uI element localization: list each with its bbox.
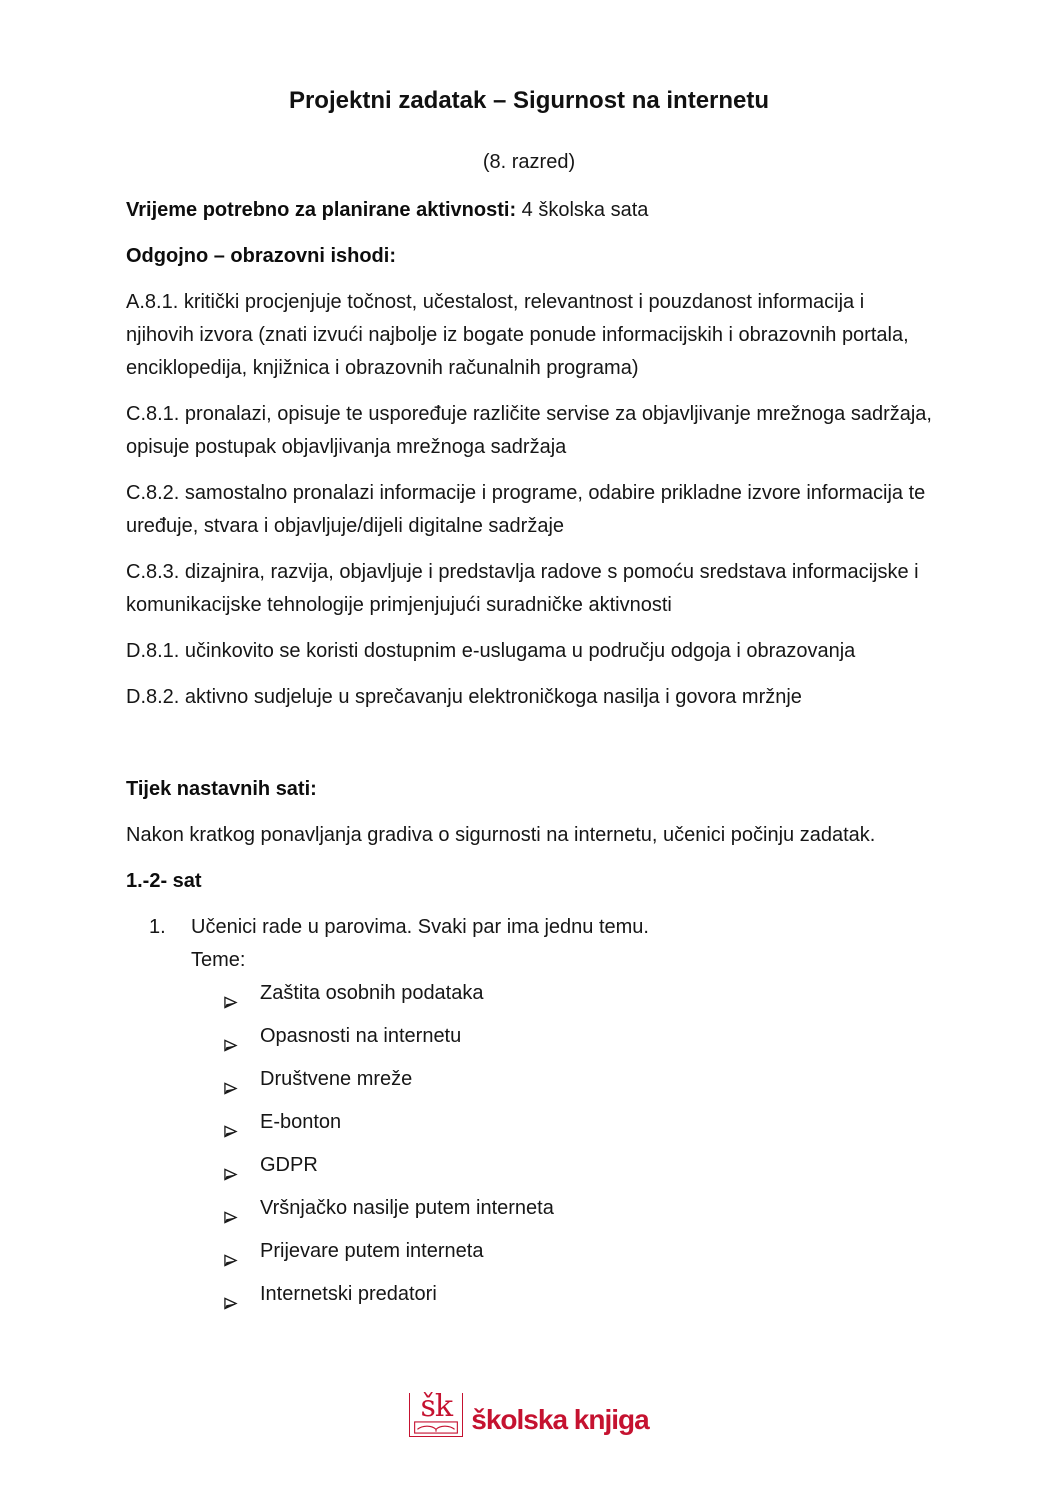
theme-item	[223, 977, 932, 1020]
lesson-flow-intro: Nakon kratkog ponavljanja gradiva o sigurnosti na internetu, učenici počinju zadatak.	[126, 824, 876, 846]
arrow-bullet-icon	[223, 977, 260, 1020]
theme-label: GDPR	[260, 1154, 318, 1176]
theme-label: Opasnosti na internetu	[260, 1025, 462, 1047]
open-book-icon	[413, 1421, 459, 1434]
task-text: Učenici rade u parovima. Svaki par ima jednu temu.	[191, 916, 649, 938]
time-required-label: Vrijeme potrebno za planirane aktivnosti:	[126, 199, 517, 221]
theme-label: Internetski predatori	[260, 1283, 437, 1305]
arrow-bullet-icon	[223, 1149, 260, 1192]
themes-list	[126, 977, 932, 1321]
theme-label: Prijevare putem interneta	[260, 1240, 484, 1262]
task-body	[191, 911, 649, 977]
task-item-1	[149, 911, 932, 977]
time-required-value: 4 školska sata	[516, 199, 649, 221]
time-required-line	[126, 194, 932, 227]
theme-item	[223, 1149, 932, 1192]
outcome-paragraph-d81: D.8.1. učinkovito se koristi dostupnim e-uslugama u području odgoja i obrazovanja	[126, 640, 856, 662]
skolska-knjiga-logo-icon	[409, 1389, 463, 1437]
outcome-paragraph-d82: D.8.2. aktivno sudjeluje u sprečavanju elektroničkoga nasilja i govora mržnje	[126, 686, 802, 708]
outcome-paragraph-c83: C.8.3. dizajnira, razvija, objavljuje i predstavlja radove s pomoću sredstava informacijske i komunikacijske tehnologije primjenjujući suradničke aktivnosti	[126, 561, 919, 616]
outcome-paragraph-a81: A.8.1. kritički procjenjuje točnost, učestalost, relevantnost i pouzdanost informacija i njihovih izvora (znati izvući najbolje iz bogate ponude informacijskih i obrazovnih portala, enciklopedija, knjižnica i obrazovnih računalnih programa)	[126, 291, 909, 379]
theme-item	[223, 1063, 932, 1106]
theme-item	[223, 1278, 932, 1321]
arrow-bullet-icon	[223, 1106, 260, 1149]
theme-item	[223, 1235, 932, 1278]
theme-label: Vršnjačko nasilje putem interneta	[260, 1197, 554, 1219]
blank-paragraph-spacer	[126, 727, 932, 773]
theme-label: E-bonton	[260, 1111, 342, 1133]
logo-monogram: šk	[420, 1389, 453, 1424]
publisher-footer	[0, 1389, 1058, 1437]
arrow-bullet-icon	[223, 1063, 260, 1106]
lesson-flow-heading: Tijek nastavnih sati:	[126, 778, 317, 800]
publisher-logo-text: školska knjiga	[471, 1404, 649, 1435]
outcome-paragraph-c81: C.8.1. pronalazi, opisuje te uspoređuje različite servise za objavljivanje mrežnoga sadržaja, opisuje postupak objavljivanja mrežnoga sadržaja	[126, 403, 932, 458]
theme-item	[223, 1106, 932, 1149]
document-subtitle: (8. razred)	[482, 151, 576, 173]
arrow-bullet-icon	[223, 1020, 260, 1063]
arrow-bullet-icon	[223, 1192, 260, 1235]
document-title: Projektni zadatak – Sigurnost na internetu	[288, 87, 770, 114]
task-number: 1.	[149, 916, 166, 938]
hours-heading: 1.-2- sat	[126, 870, 202, 892]
theme-item	[223, 1192, 932, 1235]
outcome-paragraph-c82: C.8.2. samostalno pronalazi informacije i programe, odabire prikladne izvore informacija te uređuje, stvara i objavljuje/dijeli digitalne sadržaje	[126, 482, 926, 537]
themes-label: Teme:	[191, 949, 246, 971]
theme-item	[223, 1020, 932, 1063]
theme-label: Zaštita osobnih podataka	[260, 982, 484, 1004]
arrow-bullet-icon	[223, 1278, 260, 1321]
arrow-bullet-icon	[223, 1235, 260, 1278]
outcomes-heading: Odgojno – obrazovni ishodi:	[126, 245, 396, 267]
theme-label: Društvene mreže	[260, 1068, 413, 1090]
